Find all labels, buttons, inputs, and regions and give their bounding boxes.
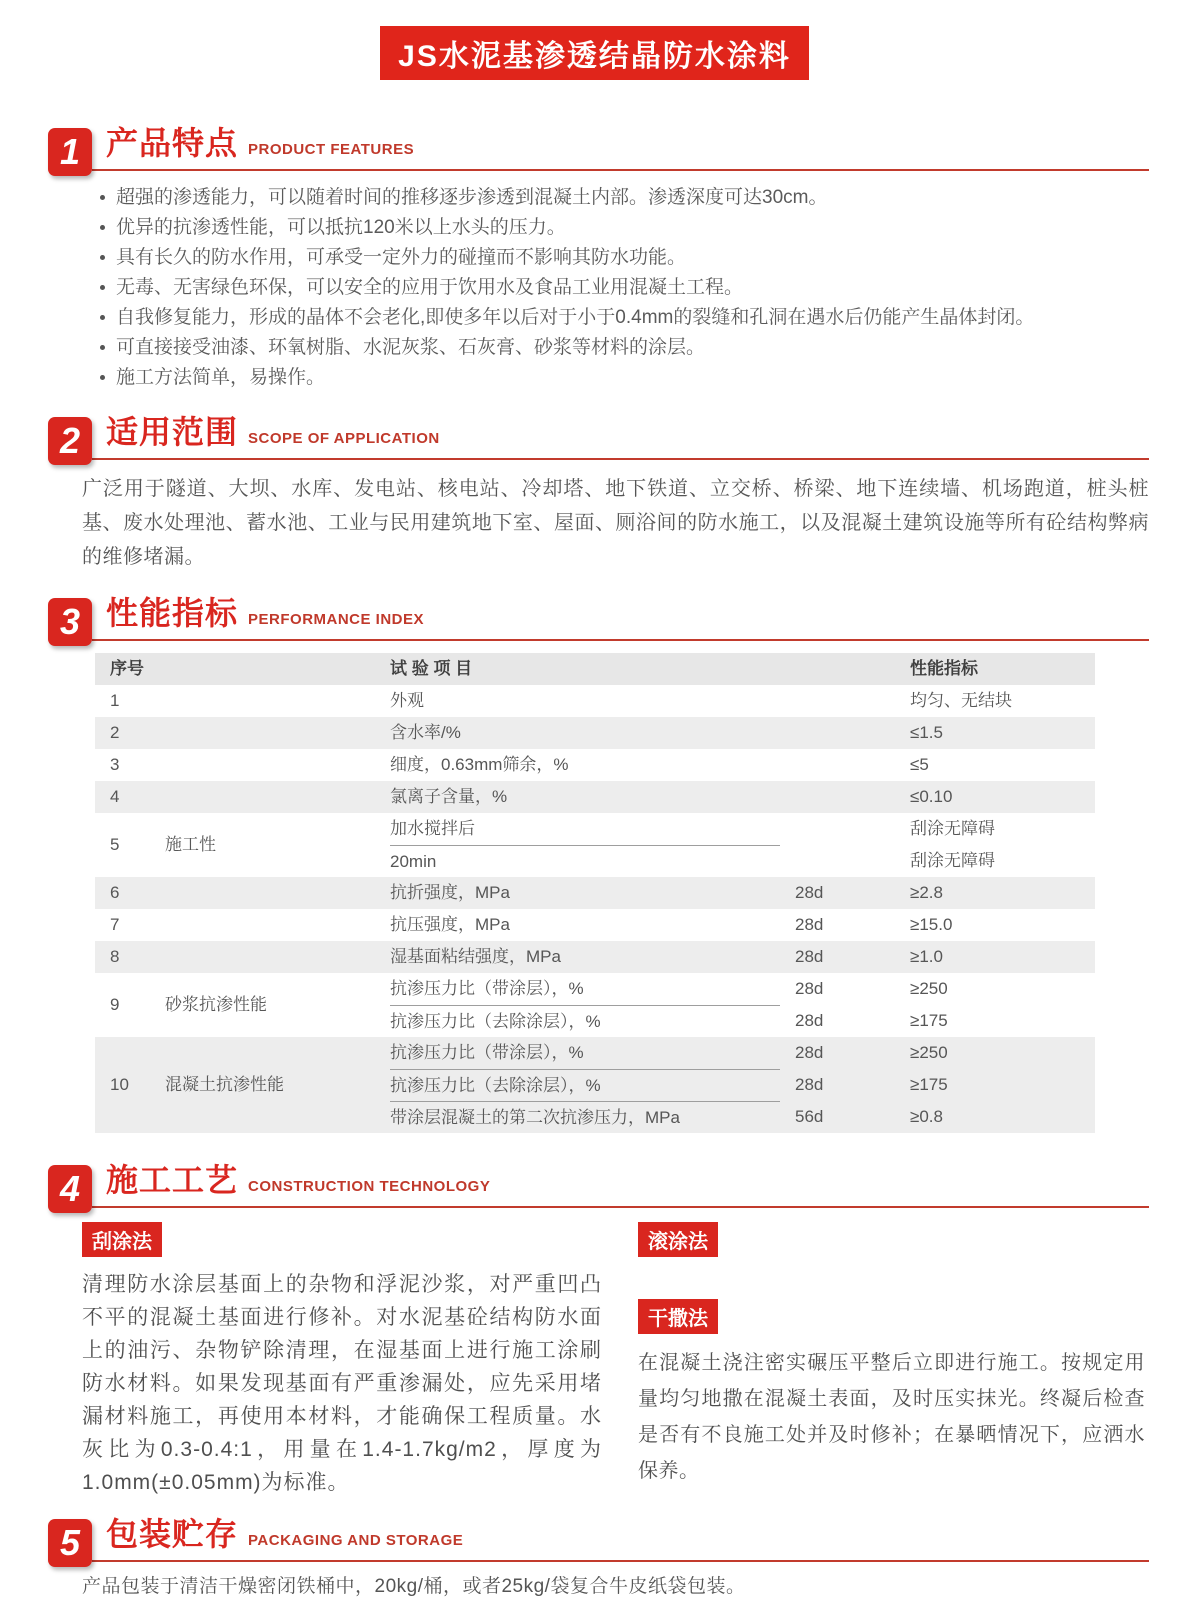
row-number: 3 xyxy=(110,755,120,774)
list-item xyxy=(100,187,1149,209)
table-row xyxy=(95,1037,1095,1133)
row-category xyxy=(150,909,375,941)
section-header xyxy=(48,588,1149,641)
age-cell xyxy=(780,781,895,813)
age-cell: 28d 28d 56d xyxy=(795,1043,824,1126)
roll-method-badge: 滚涂法 xyxy=(638,1222,718,1257)
feature-text: 优异的抗渗透性能，可以抵抗120米以上水头的压力。 xyxy=(116,217,566,238)
feature-text: 具有长久的防水作用，可承受一定外力的碰撞而不影响其防水功能。 xyxy=(116,247,687,268)
table-row xyxy=(95,781,1095,813)
row-number: 5 xyxy=(110,835,120,854)
list-item xyxy=(100,307,1149,329)
test-item-cell: 抗渗压力比（带涂层），% 抗渗压力比（去除涂层），% xyxy=(375,973,780,1037)
row-number: 4 xyxy=(110,787,120,806)
header-category xyxy=(150,653,375,685)
section-number-badge: 1 xyxy=(48,128,92,176)
section-construction-technology xyxy=(48,1155,1149,1499)
table-row xyxy=(95,973,1095,1037)
header-age xyxy=(780,653,895,685)
section-subtitle: PRODUCT FEATURES xyxy=(248,141,415,158)
section-title: 适用范围 xyxy=(106,414,239,450)
feature-text: 自我修复能力，形成的晶体不会老化,即使多年以后对于小于0.4mm的裂缝和孔洞在遇水后仍能产生晶体封闭。 xyxy=(116,307,1035,328)
list-item xyxy=(100,217,1149,239)
header-test-item: 试 验 项 目 xyxy=(390,659,473,678)
row-category: 施工性 xyxy=(165,835,216,854)
index-cell: ≤0.10 xyxy=(910,787,953,806)
index-cell: 均匀、无结块 xyxy=(910,691,1012,710)
section-title-group xyxy=(92,407,1149,460)
index-cell: ≥250 ≥175 xyxy=(910,979,948,1030)
row-number: 8 xyxy=(110,947,120,966)
scope-paragraph: 广泛用于隧道、大坝、水库、发电站、核电站、冷却塔、地下铁道、立交桥、桥梁、地下连续墙、机场跑道，桩头桩基、废水处理池、蓄水池、工业与民用建筑地下室、屋面、厕浴间的防水施工，以及混凝土建筑设施等所有砼结构弊病的维修堵漏。 xyxy=(82,478,1149,568)
section-title-group xyxy=(92,1509,1149,1562)
section-subtitle: PACKAGING AND STORAGE xyxy=(248,1532,464,1549)
test-item-cell: 抗折强度，MPa xyxy=(390,883,510,902)
section-title: 性能指标 xyxy=(106,595,239,631)
table-row xyxy=(95,909,1095,941)
header-index: 性能指标 xyxy=(910,659,978,678)
table-row xyxy=(95,877,1095,909)
section-performance-index xyxy=(48,588,1149,1133)
bullet-dot-icon xyxy=(100,375,105,380)
performance-table xyxy=(95,653,1095,1133)
row-number: 7 xyxy=(110,915,120,934)
index-cell: ≤1.5 xyxy=(910,723,943,742)
bullet-dot-icon xyxy=(100,345,105,350)
list-item xyxy=(100,277,1149,299)
feature-text: 无毒、无害绿色环保，可以安全的应用于饮用水及食品工业用混凝土工程。 xyxy=(116,277,744,298)
row-category xyxy=(150,749,375,781)
section-subtitle: CONSTRUCTION TECHNOLOGY xyxy=(248,1178,491,1195)
bullet-dot-icon xyxy=(100,225,105,230)
index-cell: 刮涂无障碍 刮涂无障碍 xyxy=(910,819,995,870)
section-title-group xyxy=(92,588,1149,641)
table-row xyxy=(95,813,1095,877)
section-title: 施工工艺 xyxy=(106,1162,239,1198)
table-row xyxy=(95,717,1095,749)
method-columns xyxy=(82,1222,1149,1499)
bullet-dot-icon xyxy=(100,285,105,290)
row-category xyxy=(150,781,375,813)
index-cell: ≥1.0 xyxy=(910,947,943,966)
section-scope-of-application xyxy=(48,407,1149,574)
section-subtitle: SCOPE OF APPLICATION xyxy=(248,430,440,447)
section-title: 包装贮存 xyxy=(106,1516,239,1552)
test-item-cell: 抗压强度，MPa xyxy=(390,915,510,934)
row-number: 10 xyxy=(110,1075,129,1094)
test-item-cell: 细度，0.63mm筛余，% xyxy=(390,755,569,774)
test-item-cell: 加水搅拌后 20min xyxy=(375,813,780,877)
test-item-cell: 含水率/% xyxy=(390,723,461,742)
list-item xyxy=(100,367,1149,389)
index-cell: ≤5 xyxy=(910,755,929,774)
row-number: 6 xyxy=(110,883,120,902)
section-header xyxy=(48,407,1149,460)
roll-dry-method-column xyxy=(638,1222,1149,1499)
list-item xyxy=(100,247,1149,269)
section-number-badge: 5 xyxy=(48,1519,92,1567)
age-cell: 28d 28d xyxy=(795,979,824,1030)
test-item-cell: 氯离子含量，% xyxy=(390,787,508,806)
feature-text: 可直接接受油漆、环氧树脂、水泥灰浆、石灰膏、砂浆等材料的涂层。 xyxy=(116,337,706,358)
age-cell: 28d xyxy=(795,883,824,902)
bullet-dot-icon xyxy=(100,315,105,320)
row-category xyxy=(150,941,375,973)
test-item-cell: 湿基面粘结强度，MPa xyxy=(390,947,561,966)
test-item-cell: 抗渗压力比（带涂层），% 抗渗压力比（去除涂层），% 带涂层混凝土的第二次抗渗压力，MPa xyxy=(375,1037,780,1133)
packaging-paragraph: 产品包装于清洁干燥密闭铁桶中，20kg/桶，或者25kg/袋复合牛皮纸袋包装。 xyxy=(82,1576,746,1597)
list-item xyxy=(100,337,1149,359)
index-cell: ≥250 ≥175 ≥0.8 xyxy=(910,1043,948,1126)
age-cell: 28d xyxy=(795,915,824,934)
row-category: 砂浆抗渗性能 xyxy=(165,995,267,1014)
age-cell xyxy=(780,813,895,877)
row-category xyxy=(150,877,375,909)
age-cell xyxy=(780,749,895,781)
test-item-cell: 外观 xyxy=(390,691,424,710)
header-no: 序号 xyxy=(110,659,144,678)
product-spec-sheet xyxy=(0,26,1189,1600)
dry-method-badge: 干撒法 xyxy=(638,1299,718,1334)
bullet-dot-icon xyxy=(100,255,105,260)
table-row xyxy=(95,685,1095,717)
feature-text: 施工方法简单，易操作。 xyxy=(116,367,326,388)
age-cell xyxy=(780,717,895,749)
feature-list xyxy=(100,187,1149,389)
section-header xyxy=(48,118,1149,171)
row-category: 混凝土抗渗性能 xyxy=(165,1075,284,1094)
age-cell: 28d xyxy=(795,947,824,966)
section-title-group xyxy=(92,1155,1149,1208)
bullet-dot-icon xyxy=(100,195,105,200)
section-number-badge: 4 xyxy=(48,1165,92,1213)
table-row xyxy=(95,941,1095,973)
feature-text: 超强的渗透能力，可以随着时间的推移逐步渗透到混凝土内部。渗透深度可达30cm。 xyxy=(116,187,828,208)
section-header xyxy=(48,1155,1149,1208)
section-product-features xyxy=(48,118,1149,389)
row-category xyxy=(150,717,375,749)
section-header xyxy=(48,1509,1149,1562)
index-cell: ≥2.8 xyxy=(910,883,943,902)
section-packaging-storage xyxy=(48,1509,1149,1600)
scrape-method-paragraph: 清理防水涂层基面上的杂物和浮泥沙浆，对严重凹凸不平的混凝土基面进行修补。对水泥基砼结构防水面上的油污、杂物铲除清理，在湿基面上进行施工涂刷防水材料。如果发现基面有严重渗漏处，应先采用堵漏材料施工，再使用本材料，才能确保工程质量。水灰比为0.3-0.4:1，用量在1.4-1.7kg/m2，厚度为1.0mm(±0.05mm)为标准。 xyxy=(82,1273,602,1494)
row-number: 9 xyxy=(110,995,120,1014)
section-number-badge: 2 xyxy=(48,417,92,465)
index-cell: ≥15.0 xyxy=(910,915,953,934)
section-number-badge: 3 xyxy=(48,598,92,646)
dry-method-paragraph: 在混凝土浇注密实碾压平整后立即进行施工。按规定用量均匀地撒在混凝土表面，及时压实抹光。终凝后检查是否有不良施工处并及时修补；在暴晒情况下，应洒水保养。 xyxy=(638,1352,1145,1482)
section-title: 产品特点 xyxy=(106,125,239,161)
age-cell xyxy=(780,685,895,717)
scrape-method-badge: 刮涂法 xyxy=(82,1222,162,1257)
row-category xyxy=(150,685,375,717)
section-subtitle: PERFORMANCE INDEX xyxy=(248,611,425,628)
row-number: 2 xyxy=(110,723,120,742)
page-title: JS水泥基渗透结晶防水涂料 xyxy=(380,26,809,80)
table-header-row xyxy=(95,653,1095,685)
row-number: 1 xyxy=(110,691,120,710)
scrape-method-column xyxy=(82,1222,602,1499)
section-title-group xyxy=(92,118,1149,171)
table-row xyxy=(95,749,1095,781)
